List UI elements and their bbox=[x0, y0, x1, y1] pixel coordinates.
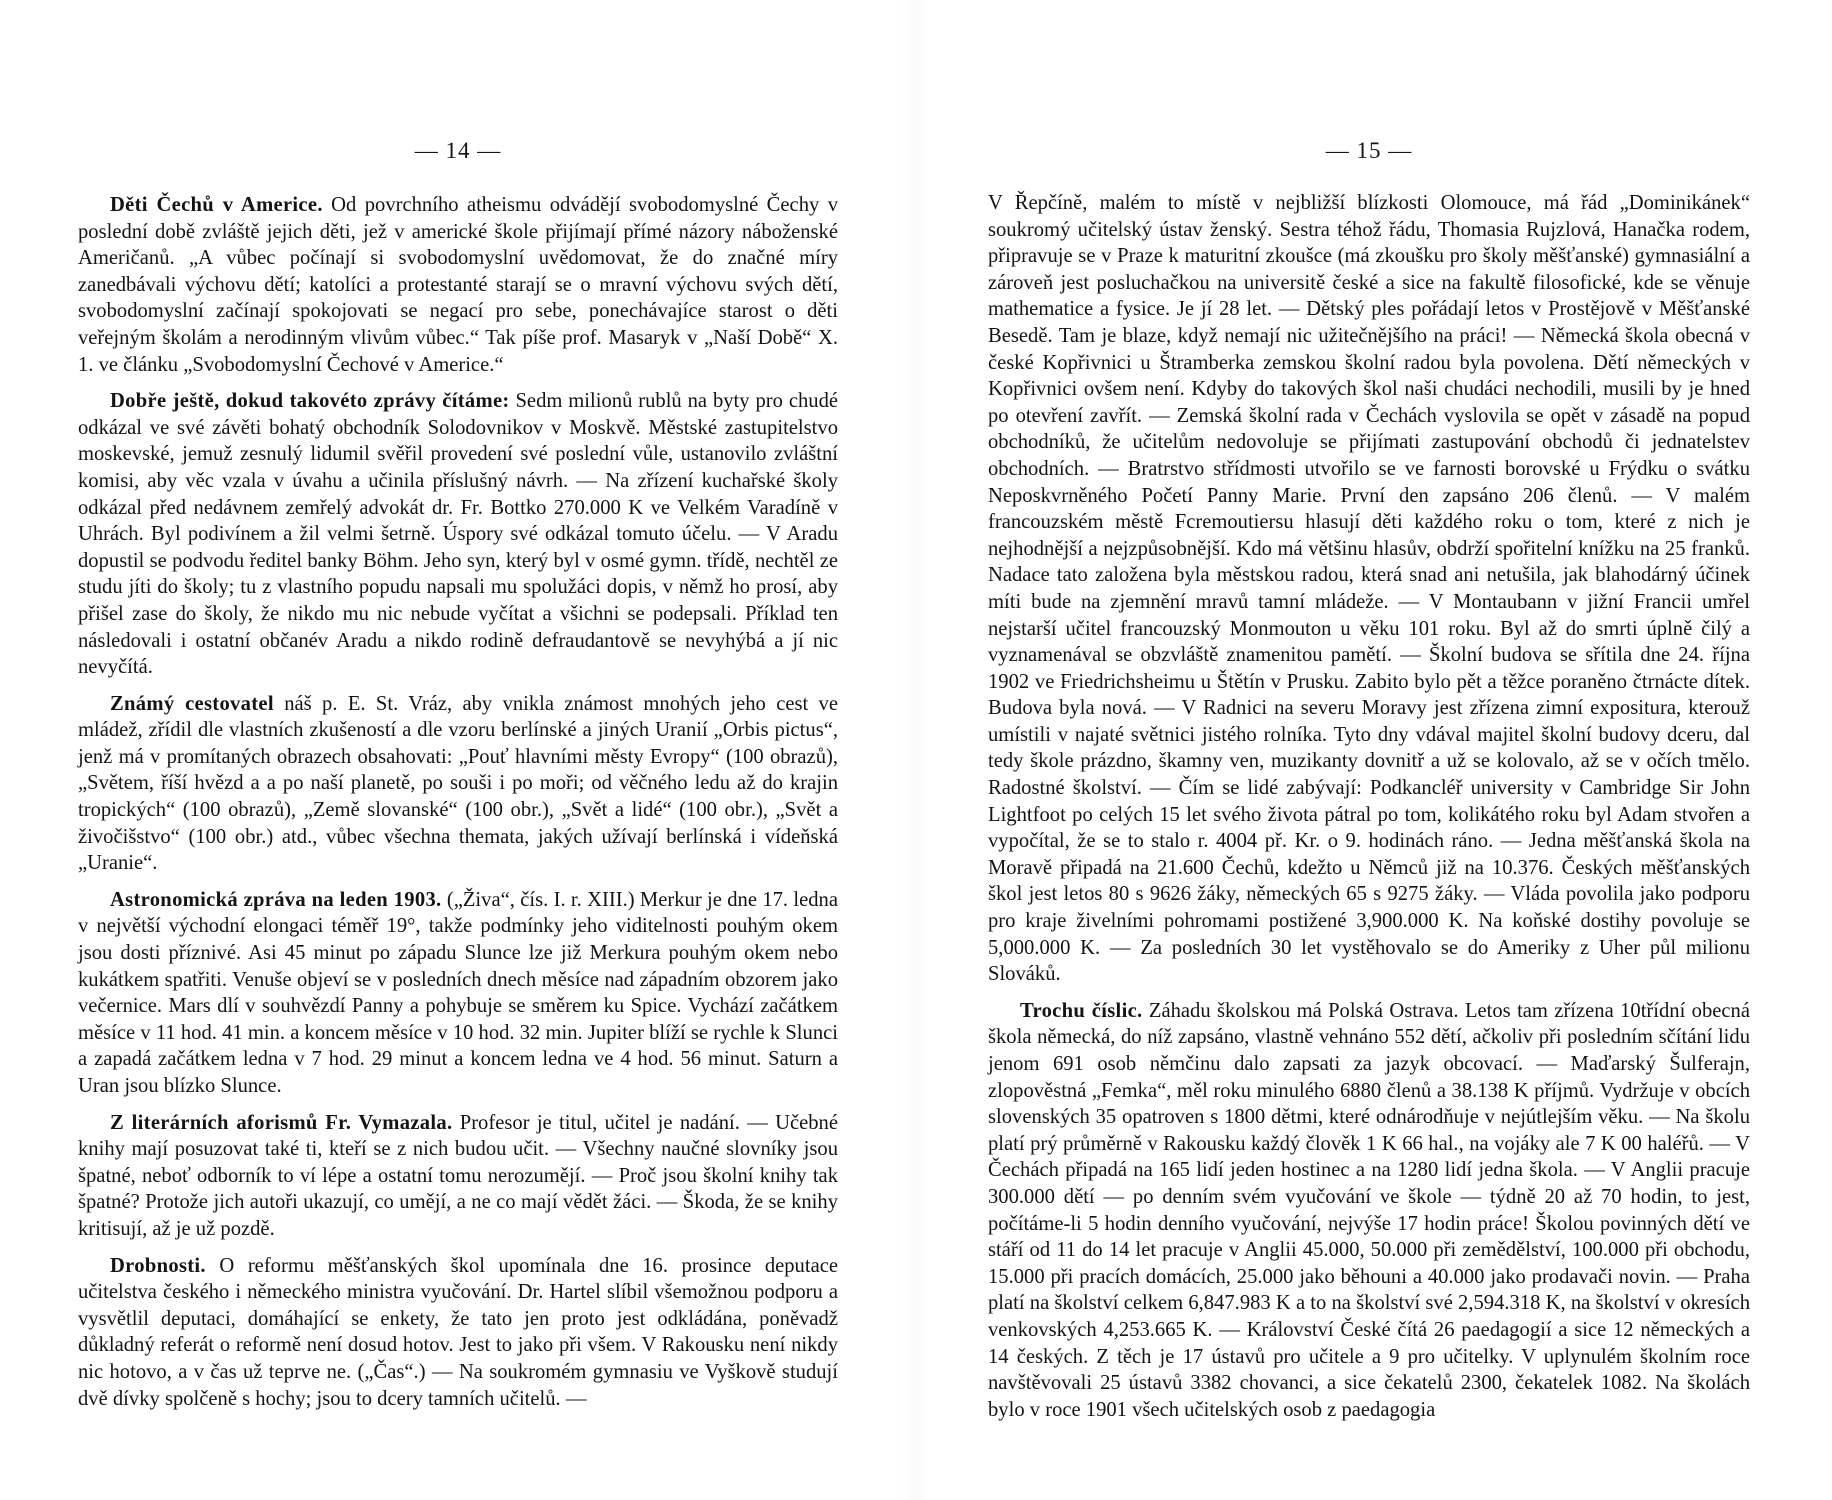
article-heading: Známý cestovatel bbox=[110, 692, 274, 715]
article-body: („Živa“, čís. I. r. XIII.) Merkur je dne 17. ledna v největší východní elongaci téměř 19°, takže podmínky jeho viditelnosti pouhým okem jsou dosti příznivé. Asi 45 minut po západu Slunce lze již Merkura pouhým okem nebo kukátkem spatřiti. Venuše objeví se v posledních dnech měsíce nad západním obzorem jako večernice. Mars dlí v souhvězdí Panny a pohybuje se směrem ku Spice. Vychází začátkem měsíce v 11 hod. 41 min. a koncem měsíce v 10 hod. 32 min. Jupiter blíží se rychle k Slunci a zapadá začátkem ledna v 7 hod. 29 minut a koncem ledna ve 4 hod. 56 minut. Saturn a Uran jsou blízko Slunce. bbox=[78, 888, 838, 1097]
article-heading: Děti Čechů v Americe. bbox=[110, 194, 323, 216]
article-paragraph bbox=[78, 388, 838, 681]
article-paragraph bbox=[78, 887, 838, 1100]
article-heading: Trochu číslic. bbox=[1020, 999, 1143, 1022]
article-body: Sedm milionů rublů na byty pro chudé odkázal ve své závěti bohatý obchodník Solodovnikov v Moskvě. Městské zastupitelstvo moskevské, jemuž zesnulý lidumil svěřil provedení své poslední vůle, ustanovilo zvláštní komisi, aby věc vzala v úvahu a učinila příslušný návrh. — Na zřízení kuchařské školy odkázal před nedávnem zemřelý advokát dr. Fr. Bottko 270.000 K ve Velkém Varadíně v Uhrách. Byl podivínem a žil velmi šetrně. Úspory své odkázal tomuto účelu. — V Aradu dopustil se podvodu ředitel banky Böhm. Jeho syn, který byl v osmé gymn. třídě, nechtěl ze studu jíti do školy; tu z vlastního popudu napsali mu spolužáci dopis, v němž ho prosí, aby přišel zase do školy, že nikdo mu nic nebude vyčítat a všichni se podepsali. Příklad ten následovali i ostatní občanév Aradu a nikdo rodině defraudantově se nevyhýbá a jí nic nevyčítá. bbox=[78, 390, 839, 679]
left-text-column bbox=[78, 192, 838, 1412]
article-body: O reformu měšťanských škol upomínala dne 16. prosince deputace učitelstva českého i německého ministra vyučování. Dr. Hartel slíbil všemožnou podporu a vysvětlil deputaci, domáhající se enkety, že tato jen proto jest odkládána, poněvadž důkladný referát o reformě není dosud hotov. Jest to jako při všem. V Rakousku není nikdy nic hotovo, a v čas už teprve ne. („Čas“.) — Na soukromém gymnasiu ve Vyškově studují dvě dívky spolčeně s hochy; jsou to dcery tamních učitelů. — bbox=[78, 1254, 838, 1410]
article-paragraph bbox=[988, 998, 1750, 1424]
article-body: Záhadu školskou má Polská Ostrava. Letos tam zřízena 10třídní obecná škola německá, do níž zapsáno, vlastně vehnáno 552 dětí, ačkoliv při posledním sčítání lidu jenom 691 osob němčinu dalo zapsati za jazyk obcovací. — Maďarský Šulferajn, zlopověstná „Femka“, měl roku minulého 6880 členů a 38.138 K příjmů. Vydržuje v obcích slovenských 35 opatroven s 1800 dětmi, které odnárodňuje v nejútlejším věku. — Na školu platí prý průměrně v Rakousku každý člověk 1 K 66 hal., na vojáky ale 7 K 00 haléřů. — V Čechách připadá na 165 lidí jeden hostinec a na 1280 lidí jedna škola. — V Anglii pracuje 300.000 dětí — po denním svém vyučování ve škole — týdně 20 až 70 hodin, to jest, počítáme-li 5 hodin denního vyučování, nejvýše 17 hodin práce! Školou povinných dětí ve stáří od 11 do 14 let pracuje v Anglii 45.000, 50.000 při zemědělství, 100.000 při obchodu, 15.000 při pracích domácích, 25.000 jako běhouni a 40.000 jako prodavači novin. — Praha platí na školství celkem 6,847.983 K a to na školství své 2,594.318 K, na školství v okresích venkovských 4,253.665 K. — Království České čítá 26 paedagogií a sice 12 německých a 14 českých. Z těch je 17 ústavů pro učitele a 9 pro učitelky. V uplynulém školním roce navštěvovali 25 ústavů 3382 chovanci, a sice čekatelů 2300, čekatelek 1082. Na školách bylo v roce 1901 všech učitelských osob z paedagogia bbox=[988, 999, 1750, 1421]
article-paragraph bbox=[78, 691, 838, 877]
article-body: náš p. E. St. Vráz, aby vnikla známost mnohých jeho cest ve mládež, zřídil dle vlastních zkušeností a dle vzoru berlínské a jiných Uranií „Orbis pictus“, jenž má v promítaných obrazech obsahovati: „Pouť hlavními městy Evropy“ (100 obrazů), „Světem, říší hvězd a a po naší planetě, po souši i po moři; od věčného ledu až do krajin tropických“ (100 obrazů), „Země slovanské“ (100 obr.), „Svět a lidé“ (100 obr.), „Svět a živočišstvo“ (100 obr.) atd., vůbec všechna themata, jakých užívají berlínská i vídeňská „Uranie“. bbox=[78, 692, 838, 875]
page-number: — 14 — bbox=[414, 138, 502, 163]
article-paragraph bbox=[78, 1253, 838, 1413]
page-number: — 15 — bbox=[1325, 138, 1413, 163]
right-text-column bbox=[988, 190, 1750, 1423]
article-paragraph bbox=[988, 190, 1750, 988]
article-paragraph bbox=[78, 192, 838, 378]
article-heading: Z literárních aforismů Fr. Vymazala. bbox=[110, 1111, 453, 1134]
article-heading: Drobnosti. bbox=[110, 1254, 206, 1277]
article-heading: Dobře ještě, dokud takovéto zprávy čítáme: bbox=[110, 390, 510, 413]
book-gutter bbox=[900, 0, 930, 1500]
article-paragraph bbox=[78, 1110, 838, 1243]
article-body: Profesor je titul, učitel je nadání. — Učebné knihy mají posuzovat také ti, kteří se z nich budou učit. — Všechny naučné slovníky jsou špatné, neboť odborník to ví lépe a ostatní tomu nerozumějí. — Proč jsou školní knihy tak špatné? Protože jich autoři ukazují, co umějí, a ne co mají vědět žáci. — Škoda, že se knihy kritisují, až je už pozdě. bbox=[78, 1111, 838, 1240]
article-heading: Astronomická zpráva na leden 1903. bbox=[110, 888, 442, 911]
article-body: V Řepčíně, malém to místě v nejbližší blízkosti Olomouce, má řád „Dominikánek“ soukromý učitelský ústav ženský. Sestra téhož řádu, Thomasia Rujzlová, Hanačka rodem, připravuje se v Praze k maturitní zkoušce (má zkoušku pro školy měšťanské) gymnasiální a zároveň jest posluchačkou na universitě české a sice na fakultě filosofické, kde se věnuje mathematice a fysice. Je jí 28 let. — Dětský ples pořádají letos v Prostějově v Měšťanské Besedě. Tam je blaze, když nemají nic užitečnějšího na práci! — Německá škola obecná v české Kopřivnici u Štramberka zemskou školní radou byla povolena. Dětí německých v Kopřivnici ovšem není. Kdyby do takových škol naši chudáci nechodili, musili by je hned po otevření zavřít. — Zemská školní rada v Čechách vyslovila se opět v zásadě na popud obchodníků, že učitelům nedovoluje se přijímati zastupování obchodů či jednatelstev obchodních. — Bratrstvo střídmosti utvořilo se ve farnosti borovské u Frýdku o svátku Neposkvrněného Početí Panny Marie. První den zapsáno 206 členů. — V malém francouzském městě Fcremoutiersu hlasují děti každého roku o tom, které z nich je nejhodnější a nejzpůsobnější. Kdo má většinu hlasův, obdrží spořitelní knížku na 25 franků. Nadace tato založena byla městskou radou, která snad ani netušila, jak blahodárný účinek míti bude na zjemnění mravů tamní mládeže. — V Montaubann v jižní Francii umřel nejstarší učitel francouzský Monmouton u věku 101 roku. Byl až do smrti úplně čilý a vyznamenával se obzvláště znamenitou pamětí. — Školní budova se sřítila dne 24. října 1902 ve Friedrichsheimu u Štětín v Prusku. Zabito bylo pět a těžce poraněno čtrnácte dítek. Budova byla nová. — V Radnici na severu Moravy jest zřízena zimní expositura, kterouž umístili v najaté světnici jistého rolníka. Tyto dny vdával majitel školní budovy dceru, dal tedy škole prázdno, škamny ven, muzikanty dovnitř a už se kolovalo, až se v očích tmělo. Radostné školství. — Čím se lidé zabývají: Podkancléř university v Cambridge Sir John Lightfoot po celých 15 let svého života pátral po tom, kolikátého roku byl Adam stvořen a vypočítal, že se to stalo r. 4004 př. Kr. o 9. hodinách ráno. — Jedna měšťanská škola na Moravě připadá na 21.600 Čechů, kdežto u Němců již na 10.376. Českých měšťanských škol jest letos 80 s 9626 žáky, německých 65 s 9275 žáky. — Vláda povolila jako podporu pro kraje živelními pohromami postižené 3,900.000 K. Na koňské dostihy povoluje se 5,000.000 K. — Za posledních 30 let vystěhovalo se do Ameriky z Uher půl milionu Slováků. bbox=[988, 192, 1750, 986]
article-body: Od povrchního atheismu odvádějí svobodomyslné Čechy v poslední době zvláště jejich děti, jež v americké škole přijímají přímé názory náboženské Američanů. „A vůbec počínají si svobodomyslní uvědomovat, že do značné míry zanedbávali výchovu dětí; katolíci a protestanté starají se o mravní výchovu svých dětí, svobodomyslní začínají spokojovati se negací pro sebe, ponechávajíce starost o děti veřejným školám a nerodinným vlivům vůbec.“ Tak píše prof. Masaryk v „Naší Době“ X. 1. ve článku „Svobodomyslní Čechové v Americe.“ bbox=[78, 194, 838, 376]
